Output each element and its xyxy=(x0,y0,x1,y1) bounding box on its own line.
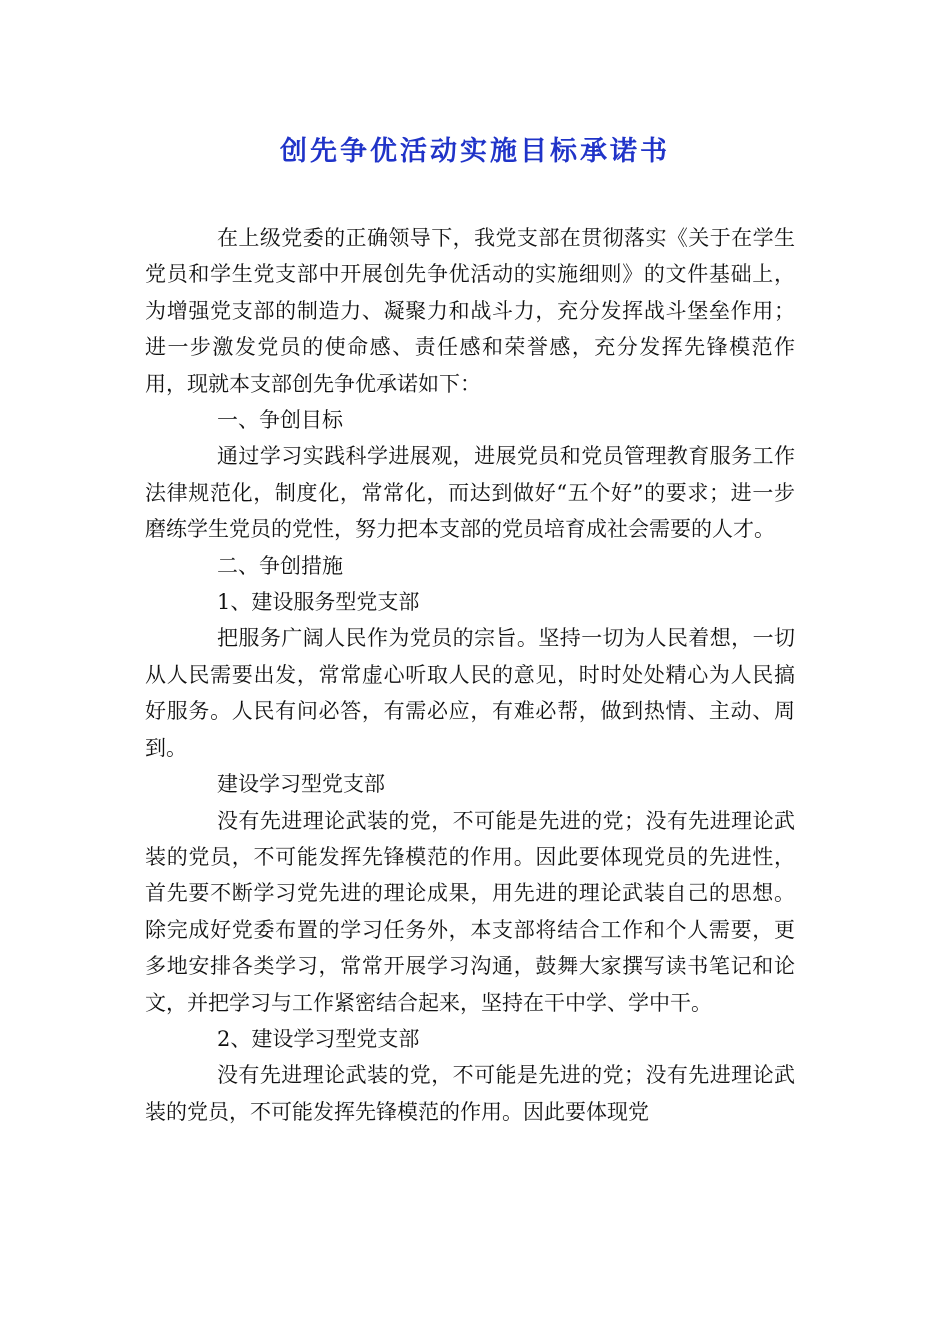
section-heading-goals: 一、争创目标 xyxy=(217,408,343,433)
paragraph-service-branch: 把服务广阔人民作为党员的宗旨。坚持一切为人民着想，一切从人民需要出发，常常虚心听取人民的意见，时时处处精心为人民搞好服务。人民有问必答，有需必应，有难必帮，做到热情、主动、周到。 xyxy=(145,626,795,760)
document-title: 创先争优活动实施目标承诺书 xyxy=(280,136,670,167)
paragraph-learning-branch-2: 没有先进理论武装的党，不可能是先进的党；没有先进理论武装的党员，不可能发挥先锋模范的作用。因此要体现党 xyxy=(145,1063,795,1124)
section-heading-measures: 二、争创措施 xyxy=(217,553,343,578)
subheading-learning-branch-2: 2、建设学习型党支部 xyxy=(217,1026,420,1051)
paragraph-learning-branch: 没有先进理论武装的党，不可能是先进的党；没有先进理论武装的党员，不可能发挥先锋模范的作用。因此要体现党员的先进性，首先要不断学习党先进的理论成果，用先进的理论武装自己的思想。除完成好党委布置的学习任务外，本支部将结合工作和个人需要，更多地安排各类学习，常常开展学习沟通，鼓舞大家撰写读书笔记和论文，并把学习与工作紧密结合起来，坚持在干中学、学中干。 xyxy=(145,808,795,1015)
paragraph-intro: 在上级党委的正确领导下，我党支部在贯彻落实《关于在学生党员和学生党支部中开展创先争优活动的实施细则》的文件基础上，为增强党支部的制造力、凝聚力和战斗力，充分发挥战斗堡垒作用；进一步激发党员的使命感、责任感和荣誉感，充分发挥先锋模范作用，现就本支部创先争优承诺如下： xyxy=(145,226,795,396)
document-body xyxy=(145,220,795,1130)
subheading-service-branch: 1、建设服务型党支部 xyxy=(217,590,420,615)
paragraph-goals: 通过学习实践科学进展观，进展党员和党员管理教育服务工作法律规范化，制度化，常常化，而达到做好“五个好”的要求；进一步磨练学生党员的党性，努力把本支部的党员培育成社会需要的人才。 xyxy=(145,444,795,542)
subheading-learning-branch: 建设学习型党支部 xyxy=(217,772,385,797)
